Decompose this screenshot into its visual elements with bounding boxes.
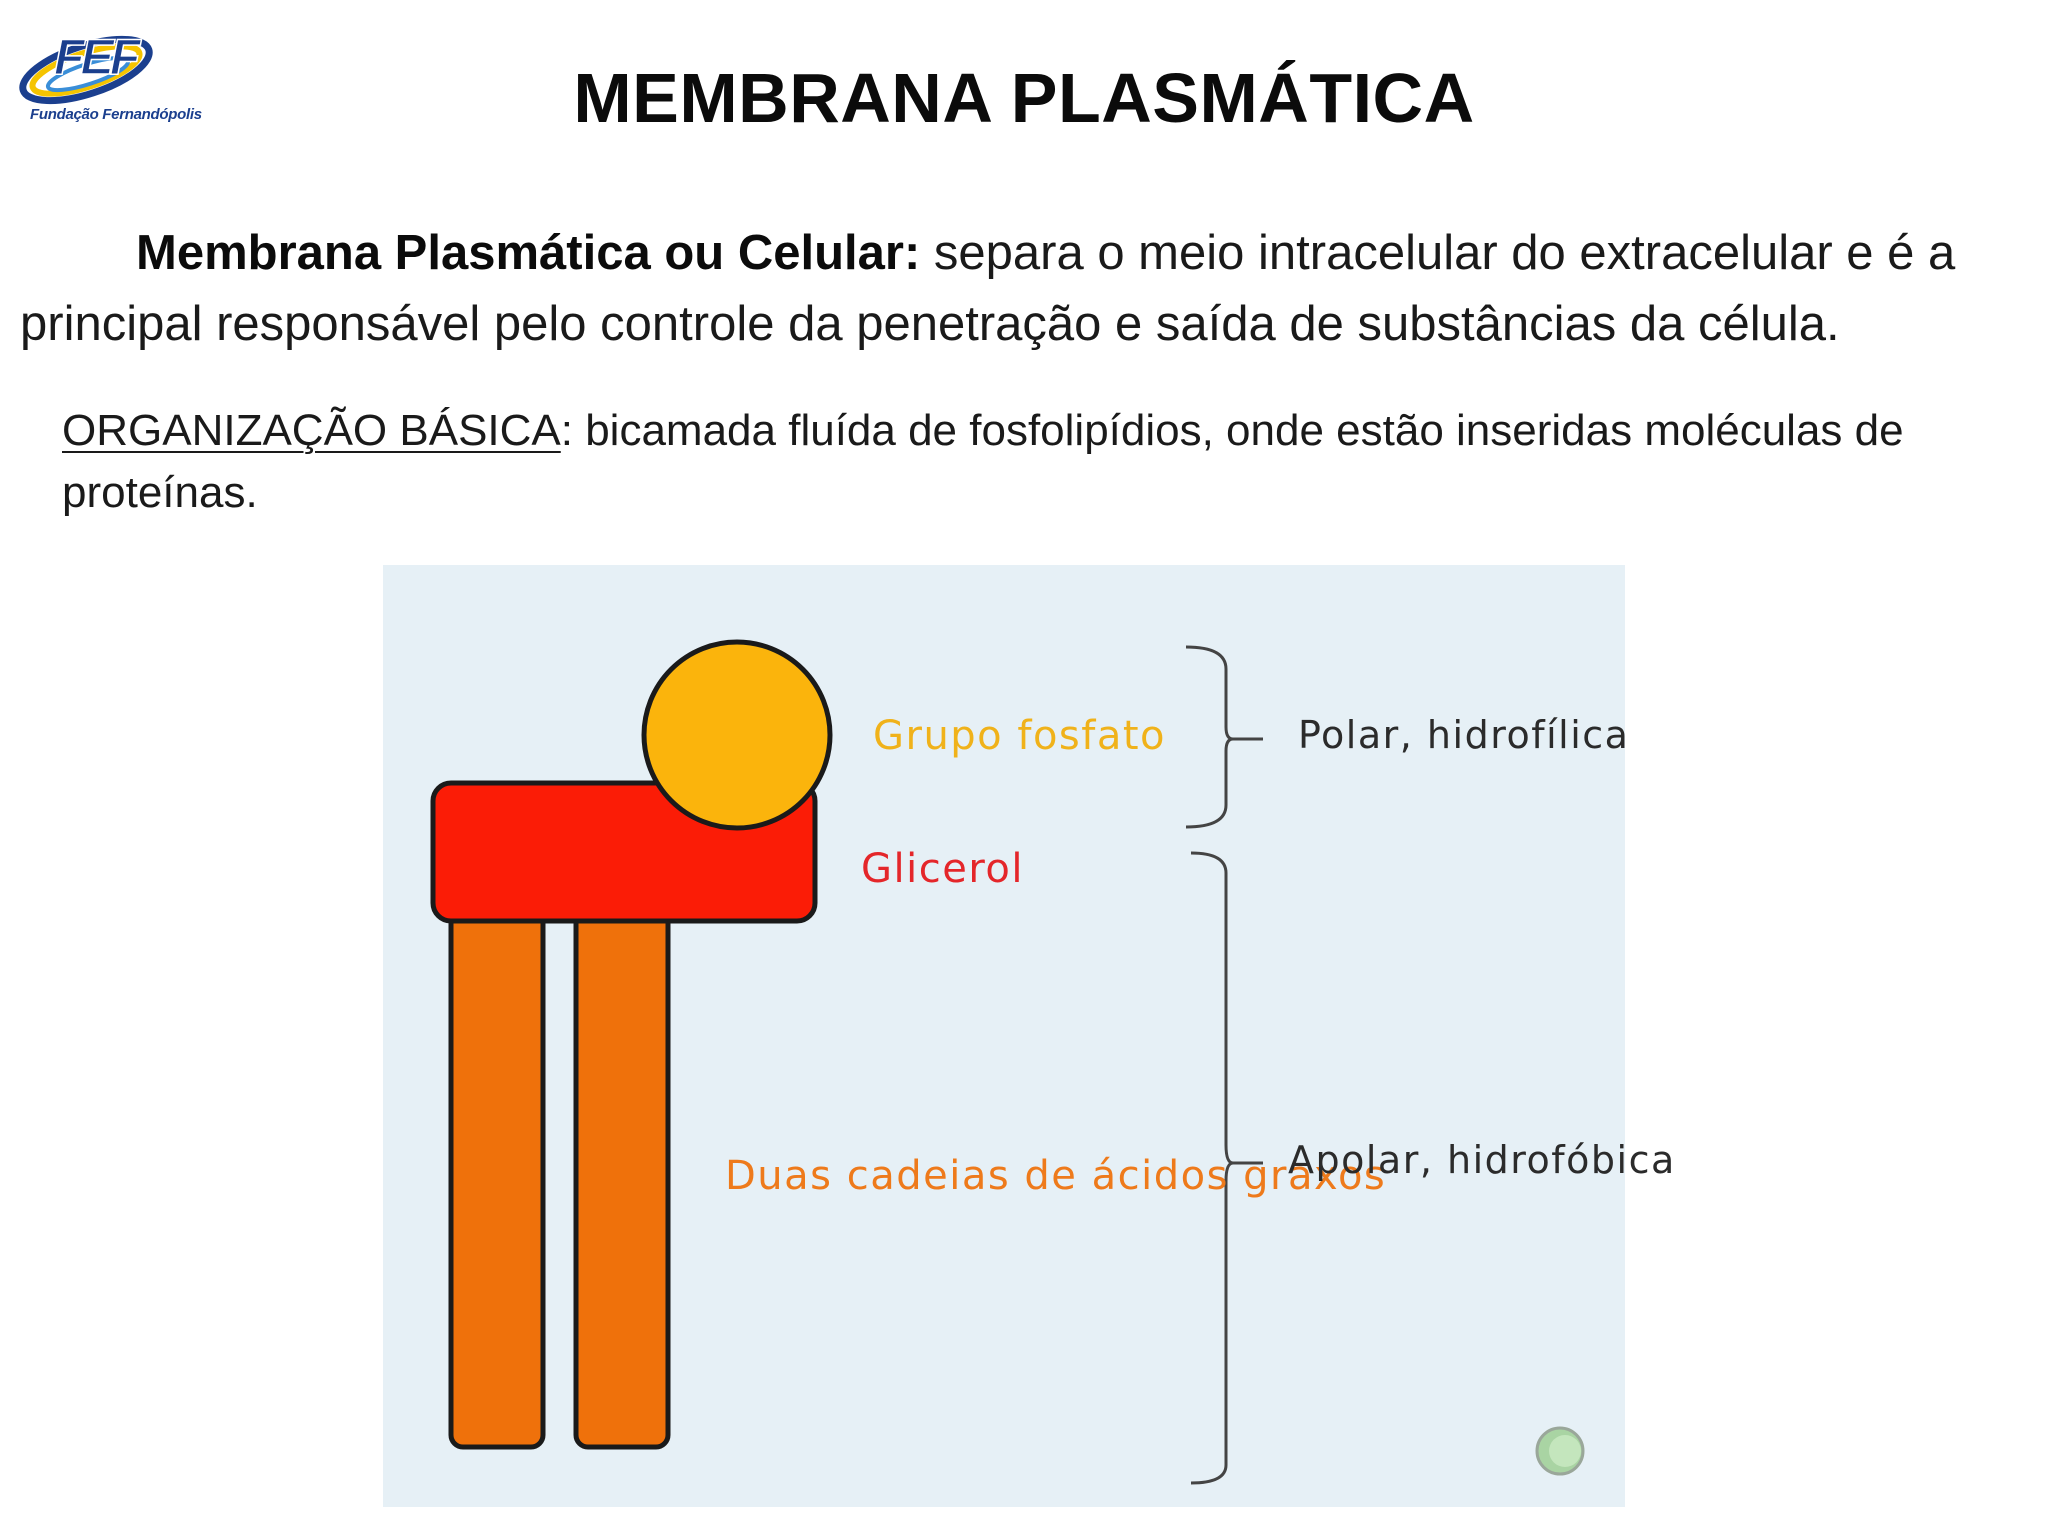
label-apolar-hidrofobica: Apolar, hidrofóbica [1288, 1138, 1676, 1182]
phospholipid-drawing [383, 565, 1625, 1507]
label-polar-hidrofilica: Polar, hidrofílica [1298, 713, 1630, 757]
label-grupo-fosfato: Grupo fosfato [873, 713, 1167, 759]
polar-bracket [1186, 647, 1233, 827]
nav-dot-icon-inner [1549, 1435, 1581, 1467]
definition-text: separa o meio intracelular do extracelular e é a principal responsável pelo controle da penetração e saída de substâncias da célula. [20, 226, 1956, 351]
fatty-acid-tail-left [451, 905, 543, 1447]
phosphate-head [644, 642, 830, 828]
organization-text: : bicamada fluída de fosfolipídios, onde estão inseridas moléculas de proteínas. [62, 406, 1904, 517]
phospholipid-diagram [383, 565, 1676, 1507]
organization-paragraph [62, 400, 2012, 524]
definition-term: Membrana Plasmática ou Celular: [136, 226, 921, 280]
organization-heading: ORGANIZAÇÃO BÁSICA [62, 406, 561, 455]
label-glicerol: Glicerol [861, 846, 1024, 892]
logo-caption: Fundação Fernandópolis [30, 106, 202, 123]
label-cadeias-acidos-graxos: Duas cadeias de ácidos graxos [725, 1153, 1387, 1199]
svg-text:FEF: FEF [54, 29, 137, 85]
definition-paragraph [20, 218, 2030, 360]
slide-title: MEMBRANA PLASMÁTICA [573, 59, 1475, 137]
fatty-acid-tail-right [576, 905, 668, 1447]
